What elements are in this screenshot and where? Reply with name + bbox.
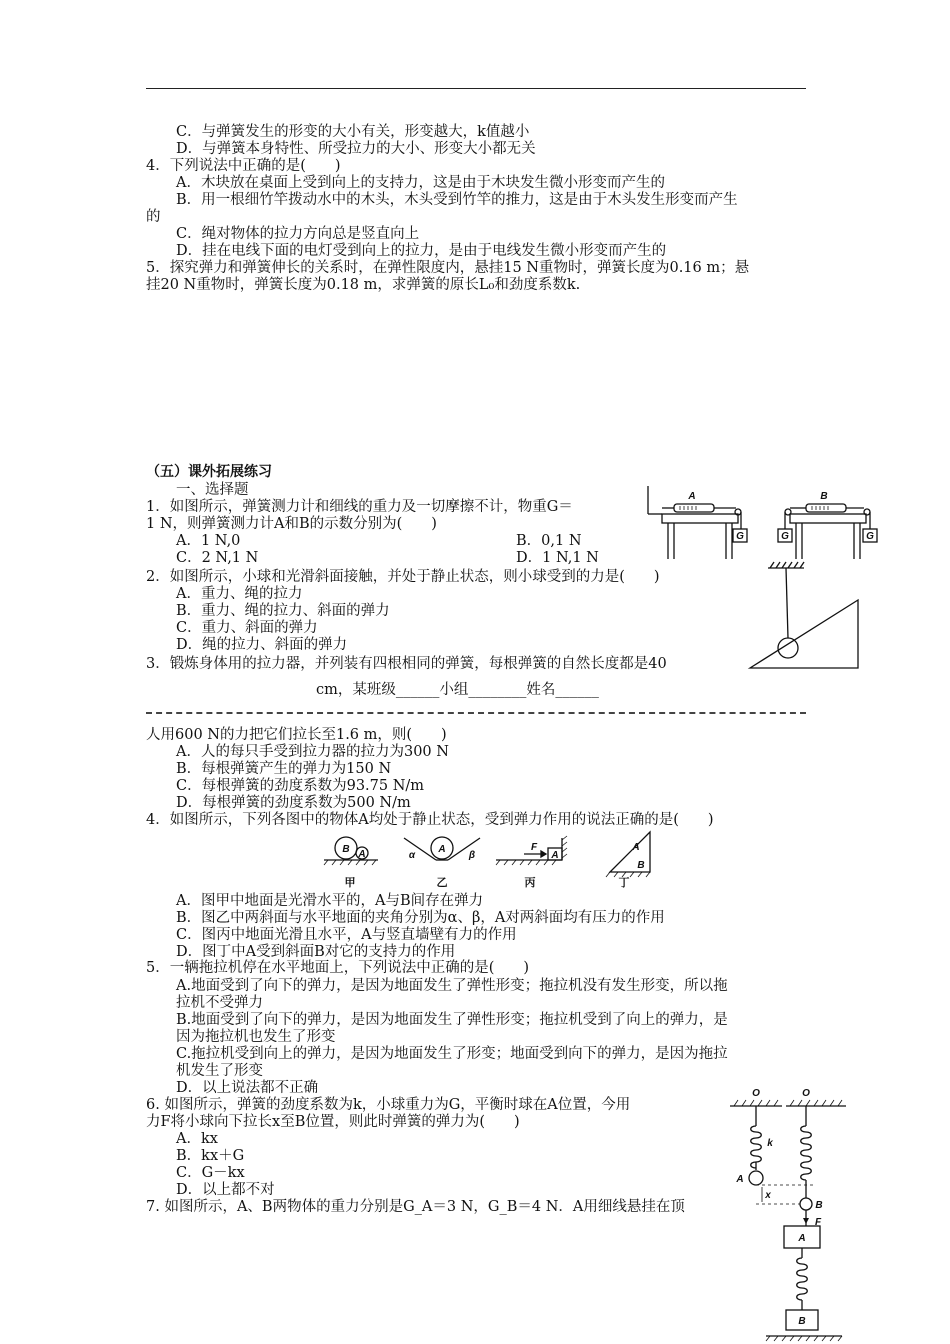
option-a: A．图甲中地面是光滑水平的，A与B间存在弹力: [176, 893, 484, 909]
weight-label: G: [736, 531, 744, 542]
header-rule: [146, 88, 806, 89]
body-b-label: B: [342, 844, 350, 855]
option-c: C．与弹簧发生的形变的大小有关，形变越大，k值越小: [176, 124, 530, 140]
option-b: B．kx＋G: [176, 1148, 245, 1164]
option-c: C．2 N,1 N: [176, 550, 259, 566]
beta-label: β: [468, 850, 476, 861]
option-d: D．图丁中A受到斜面B对它的支持力的作用: [176, 944, 456, 960]
exercise-2: 2．如图所示，小球和光滑斜面接触，并处于静止状态，则小球受到的力是( ): [146, 569, 660, 585]
exercise-6-cont: 力F将小球向下拉长x至B位置，则此时弹簧的弹力为( ): [146, 1114, 520, 1130]
exercise-1: 1．如图所示，弹簧测力计和细线的重力及一切摩擦不计，物重G＝: [146, 499, 573, 515]
force-f-label: F: [530, 842, 538, 853]
panel-label-yi: 乙: [436, 877, 448, 889]
panel-label-bing: 丙: [524, 877, 536, 889]
position-b-label: B: [815, 1200, 823, 1211]
option-b: B．0,1 N: [516, 533, 582, 549]
body-a-label: A: [438, 844, 446, 855]
option-c: C.拖拉机受到向上的弹力，是因为地面发生了形变；地面受到向下的弹力，是因为拖拉: [176, 1046, 728, 1062]
option-b-cont: 的: [146, 209, 161, 225]
section-subtitle: 一、选择题: [176, 482, 249, 498]
pivot-o-label: O: [752, 1088, 760, 1099]
exercise-5: 5．一辆拖拉机停在水平地面上，下列说法中正确的是( ): [146, 960, 530, 976]
option-b: B．重力、绳的拉力、斜面的弹力: [176, 603, 390, 619]
section-title: （五）课外拓展练习: [146, 464, 272, 480]
option-b: B．用一根细竹竿拨动水中的木头，木头受到竹竿的推力，这是由于木头发生形变而产生: [176, 192, 738, 208]
spring-k-label: k: [767, 1138, 773, 1149]
spring-figure: [726, 1086, 866, 1342]
option-d: D．以上都不对: [176, 1182, 275, 1198]
weight-label: G: [781, 531, 789, 542]
ball-incline-figure: [746, 560, 866, 672]
body-a-label: A: [632, 842, 640, 853]
four-panel-figure: [320, 828, 670, 890]
option-d: D．与弹簧本身特性、所受拉力的大小、形变大小都无关: [176, 141, 536, 157]
alpha-label: α: [408, 850, 416, 861]
option-b: B.地面受到了向下的弹力，是因为地面发生了弹性形变；拖拉机受到了向上的弹力，是: [176, 1012, 728, 1028]
option-c: C．每根弹簧的劲度系数为93.75 N/m: [176, 778, 425, 794]
option-c: C．绳对物体的拉力方向总是竖直向上: [176, 226, 420, 242]
panel-label-jia: 甲: [344, 877, 356, 889]
option-a: A.地面受到了向下的弹力，是因为地面发生了弹性形变；拖拉机没有发生形变，所以拖: [176, 978, 728, 994]
block-b-label: B: [798, 1316, 806, 1327]
option-d: D．挂在电线下面的电灯受到向上的拉力，是由于电线发生微小形变而产生的: [176, 243, 667, 259]
stretch-x-label: x: [765, 1190, 771, 1201]
exercise-3-cont: 人用600 N的力把它们拉长至1.6 m，则( ): [146, 727, 447, 743]
body-b-label: B: [637, 860, 645, 871]
block-a-label: A: [798, 1233, 806, 1244]
panel-label-ding: 丁: [618, 877, 630, 889]
exercise-4: 4．如图所示，下列各图中的物体A均处于静止状态，受到弹力作用的说法正确的是( ): [146, 812, 714, 828]
body-a-label: A: [358, 849, 366, 860]
option-a: A．人的每只手受到拉力器的拉力为300 N: [176, 744, 449, 760]
option-a: A．木块放在桌面上受到向上的支持力，这是由于木块发生微小形变而产生的: [176, 175, 665, 191]
option-b-cont: 因为拖拉机也发生了形变: [176, 1029, 336, 1045]
exercise-3: 3．锻炼身体用的拉力器，并列装有四根相同的弹簧，每根弹簧的自然长度都是40: [146, 656, 667, 672]
option-a: A．重力、绳的拉力: [176, 586, 303, 602]
option-d: D．以上说法都不正确: [176, 1080, 319, 1096]
option-c-cont: 机发生了形变: [176, 1063, 263, 1079]
pivot-o-label: O: [802, 1088, 810, 1099]
spring-scale-figure: [640, 484, 890, 564]
scale-b-label: B: [820, 491, 828, 502]
option-c: C．重力、斜面的弹力: [176, 620, 318, 636]
option-d: D．绳的拉力、斜面的弹力: [176, 637, 348, 653]
question-5: 5．探究弹力和弹簧伸长的关系时，在弹性限度内，悬挂15 N重物时，弹簧长度为0.16 m；悬: [146, 260, 750, 276]
position-a-label: A: [736, 1174, 744, 1185]
option-d: D．1 N,1 N: [516, 550, 599, 566]
force-f-label: F: [814, 1217, 822, 1228]
exercise-1-cont: 1 N，则弹簧测力计A和B的示数分别为( ): [146, 516, 437, 532]
option-b: B．每根弹簧产生的弹力为150 N: [176, 761, 392, 777]
question-5-cont: 挂20 N重物时，弹簧长度为0.18 m，求弹簧的原长L₀和劲度系数k.: [146, 277, 581, 293]
option-b: B．图乙中两斜面与水平地面的夹角分别为α、β，A对两斜面均有压力的作用: [176, 910, 665, 926]
scale-a-label: A: [688, 491, 696, 502]
option-d: D．每根弹簧的劲度系数为500 N/m: [176, 795, 411, 811]
cut-line: [146, 712, 806, 714]
option-a: A．kx: [176, 1131, 218, 1147]
student-info-line: cm，某班级______小组________姓名______: [316, 682, 599, 698]
question-4: 4．下列说法中正确的是( ): [146, 158, 341, 174]
weight-label: G: [866, 531, 874, 542]
option-c: C．图丙中地面光滑且水平，A与竖直墙壁有力的作用: [176, 927, 517, 943]
option-c: C．G－kx: [176, 1165, 245, 1181]
option-a: A．1 N,0: [176, 533, 241, 549]
exercise-7: 7. 如图所示，A、B两物体的重力分别是G_A＝3 N，G_B＝4 N．A用细线悬挂在顶: [146, 1199, 685, 1215]
exercise-6: 6. 如图所示，弹簧的劲度系数为k，小球重力为G，平衡时球在A位置，今用: [146, 1097, 631, 1113]
body-a-label: A: [551, 850, 559, 861]
option-a-cont: 拉机不受弹力: [176, 995, 263, 1011]
